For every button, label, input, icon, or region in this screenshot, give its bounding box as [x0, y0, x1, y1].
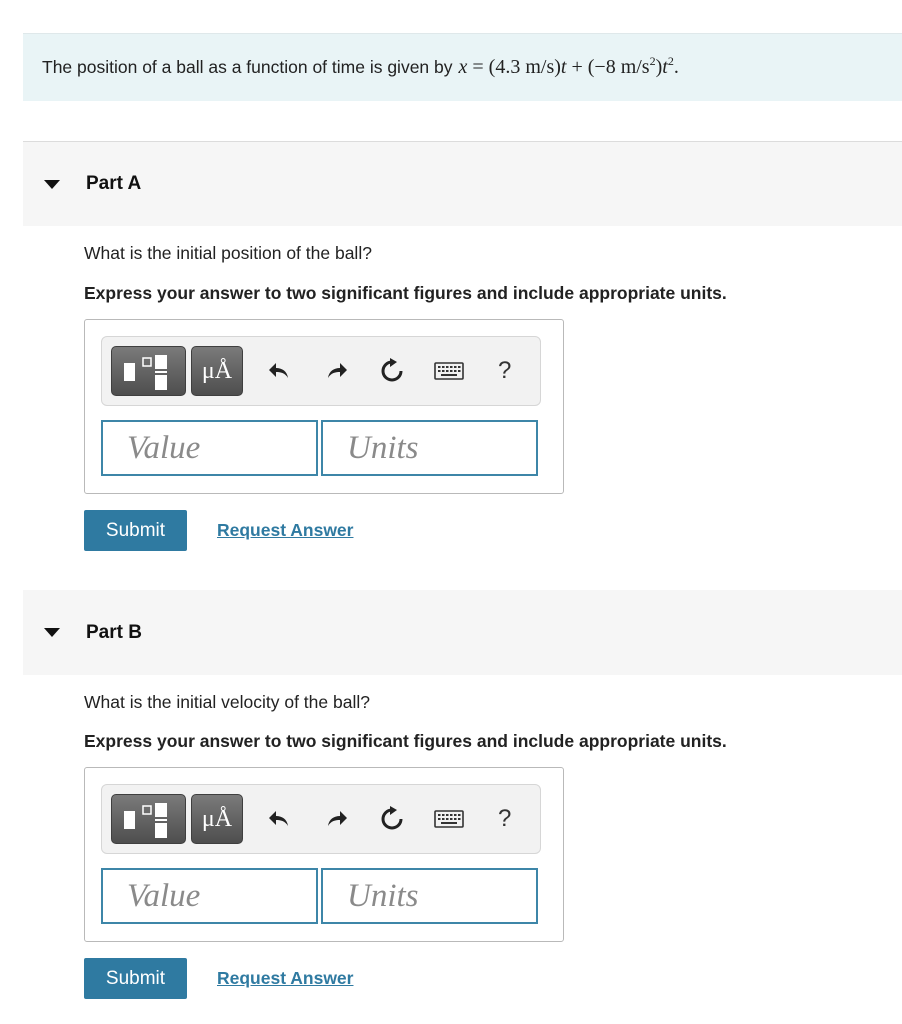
part-b-answer-box: [84, 767, 564, 942]
undo-icon[interactable]: [266, 357, 294, 385]
units-input[interactable]: Units: [321, 420, 538, 476]
help-icon[interactable]: ?: [498, 805, 512, 832]
part-a-request-answer-link[interactable]: Request Answer: [217, 520, 354, 540]
templates-icon: [112, 347, 187, 397]
keyboard-icon[interactable]: [434, 805, 464, 833]
part-b-header[interactable]: [23, 590, 902, 675]
problem-statement: [23, 33, 902, 101]
part-b-question: What is the initial velocity of the ball?: [84, 692, 370, 712]
templates-button[interactable]: [111, 346, 186, 396]
part-a-instruction: Express your answer to two significant figures and include appropriate units.: [84, 283, 727, 303]
part-a-question: What is the initial position of the ball?: [84, 243, 372, 263]
units-input[interactable]: Units: [321, 868, 538, 924]
value-input[interactable]: Value: [101, 868, 318, 924]
redo-icon[interactable]: [322, 805, 350, 833]
math-toolbar: [101, 784, 541, 854]
value-input[interactable]: Value: [101, 420, 318, 476]
part-a-title: Part A: [86, 173, 142, 194]
math-toolbar: [101, 336, 541, 406]
part-a-submit-button[interactable]: Submit: [84, 510, 187, 551]
keyboard-icon[interactable]: [434, 357, 464, 385]
part-a-answer-box: [84, 319, 564, 494]
part-b-request-answer-link[interactable]: Request Answer: [217, 968, 354, 988]
position-equation: x = (4.3 m/s)t + (−8 $m/s^2)t^2$.: [458, 54, 679, 78]
units-button[interactable]: μÅ: [191, 346, 243, 396]
problem-text: The position of a ball as a function of time is given by: [42, 57, 453, 77]
reset-icon[interactable]: [378, 357, 406, 385]
collapse-caret-icon[interactable]: [44, 180, 60, 189]
reset-icon[interactable]: [378, 805, 406, 833]
collapse-caret-icon[interactable]: [44, 628, 60, 637]
part-b-submit-button[interactable]: Submit: [84, 958, 187, 999]
templates-icon: [112, 795, 187, 845]
part-b-title: Part B: [86, 621, 142, 643]
part-b-instruction: Express your answer to two significant figures and include appropriate units.: [84, 731, 727, 751]
part-a-header[interactable]: [23, 141, 902, 226]
help-icon[interactable]: ?: [498, 357, 512, 384]
undo-icon[interactable]: [266, 805, 294, 833]
redo-icon[interactable]: [322, 357, 350, 385]
units-button[interactable]: μÅ: [191, 794, 243, 844]
templates-button[interactable]: [111, 794, 186, 844]
